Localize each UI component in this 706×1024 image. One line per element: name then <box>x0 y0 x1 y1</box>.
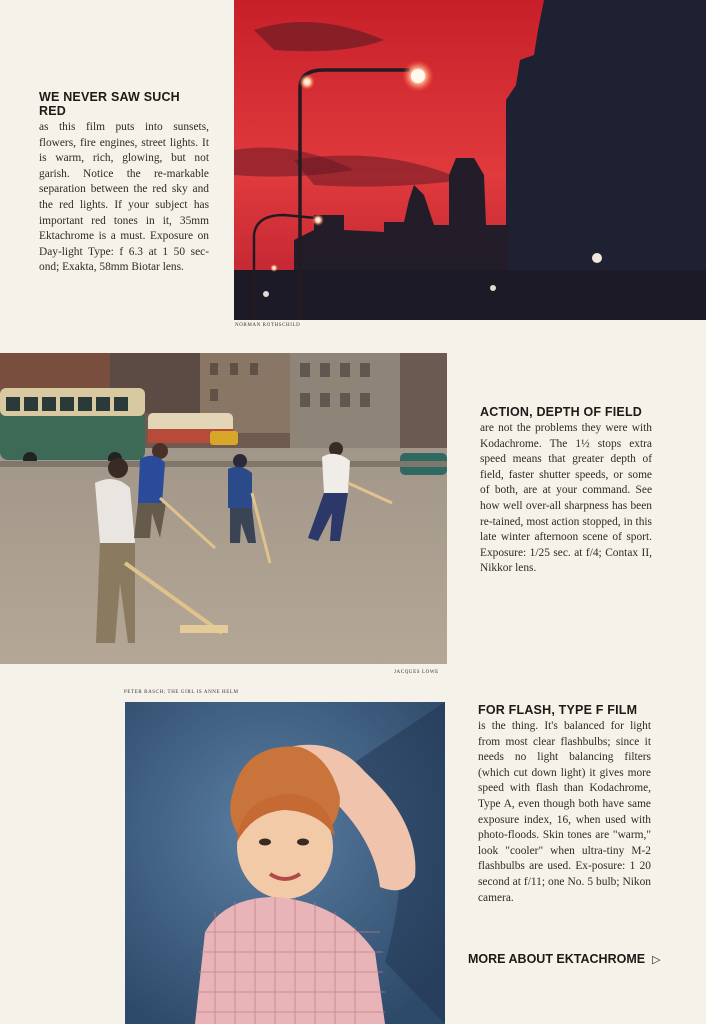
section-body-text: are not the problems they were with Kodachrome. The 1½ stops extra speed means that greater depth of field, faster shutter speeds, or some of both, are at your command. See how well over-all sharpness has been re-tained, most action stopped, in this late winter afternoon scene of sport. Exposure: 1/25 sec. at f/4; Contax II, Nikkor lens. <box>480 422 652 575</box>
section-red-caption <box>39 90 209 276</box>
section-body-text: as this film puts into sunsets, flowers, fire engines, street lights. It is warm, rich, glowing, but not garish. Notice the re-markable separation between the red sky and the red lights. If your subject has important red tones in it, 35mm Ektachrome is a must. Exposure on Day-light Type: f 6.3 at 1 50 sec-ond; Exakta, 58mm Biotar lens. <box>39 121 209 274</box>
more-about-label: MORE ABOUT EKTACHROME <box>468 952 646 966</box>
play-arrow-icon: ▷ <box>652 953 661 966</box>
photo-credit: JACQUES LOWE <box>394 670 439 675</box>
street-hockey-photo <box>0 353 447 664</box>
section-heading: FOR FLASH, TYPE F FILM <box>478 703 638 717</box>
portrait-illustration <box>125 702 445 1024</box>
photo-credit: PETER BASCH; THE GIRL IS ANNE HELM <box>124 690 239 695</box>
sunset-photo <box>234 0 706 320</box>
section-flash-caption <box>478 703 651 906</box>
more-about-ektachrome-link[interactable] <box>468 950 661 968</box>
section-action-caption <box>480 405 652 577</box>
sunset-city-illustration <box>234 0 706 320</box>
section-heading: WE NEVER SAW SUCH RED <box>39 90 180 118</box>
street-hockey-illustration <box>0 353 447 664</box>
photo-credit: NORMAN ROTHSCHILD <box>235 323 301 328</box>
section-body-text: is the thing. It's balanced for light from most clear flashbulbs; since it needs no light balancing filters (which cut down light) it gives more speed with flash than Kodachrome, Type A, even though both have same exposure index, 16, when used with photo-floods. Skin tones are "warm," look "cooler" when ultra-tiny M-2 flashbulbs are used. Ex-posure: 1 20 second at f/11; one No. 5 bulb; Nikon camera. <box>478 720 651 904</box>
section-heading: ACTION, DEPTH OF FIELD <box>480 405 643 419</box>
portrait-photo <box>125 702 445 1024</box>
